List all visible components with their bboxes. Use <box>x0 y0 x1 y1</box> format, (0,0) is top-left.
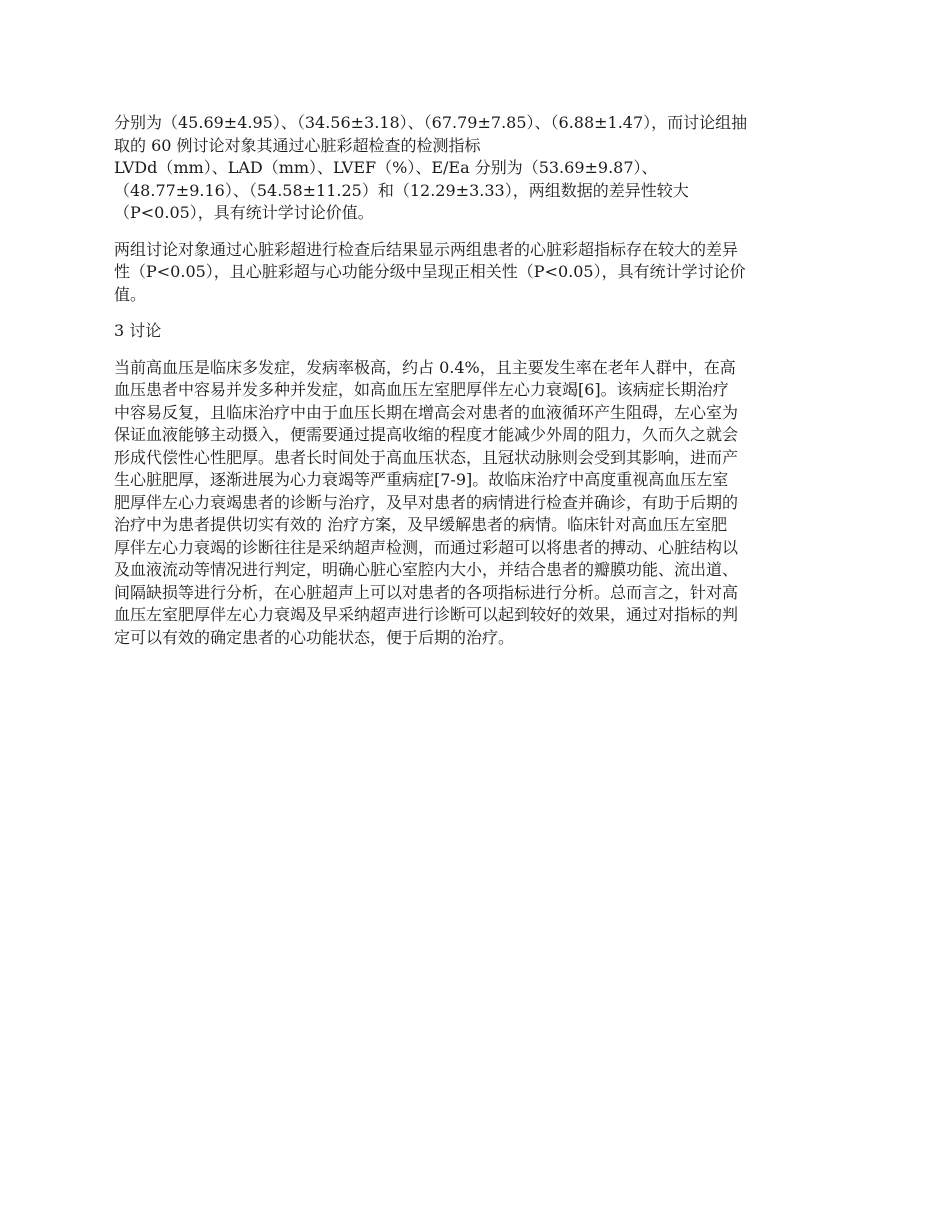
text-line: 及血液流动等情况进行判定，明确心脏心室腔内大小，并结合患者的瓣膜功能、流出道、 <box>114 560 739 579</box>
text-line: 保证血液能够主动摄入，便需要通过提高收缩的程度才能减少外周的阻力，久而久之就会 <box>114 425 739 444</box>
section-heading <box>114 320 842 343</box>
text-line: 定可以有效的确定患者的心功能状态，便于后期的治疗。 <box>114 627 515 647</box>
text-line: LVDd（mm）、LAD（mm）、LVEF（%）、E/Ea 分别为（53.69±9.87）、 <box>114 158 658 177</box>
results-paragraph <box>114 112 842 225</box>
text-line: 形成代偿性心性肥厚。患者长时间处于高血压状态，且冠状动脉则会受到其影响，进而产 <box>114 447 739 467</box>
text-line: （48.77±9.16）、（54.58±11.25）和（12.29±3.33），两组数据的差异性较大 <box>114 180 689 200</box>
text-line: 分别为（45.69±4.95）、（34.56±3.18）、（67.79±7.85）、（6.88±1.47），而讨论组抽 <box>114 113 748 132</box>
section-heading-text: 3 讨论 <box>114 321 162 340</box>
text-line: 值。 <box>114 284 147 304</box>
text-line: （P<0.05），具有统计学讨论价值。 <box>114 203 374 222</box>
text-line: 中容易反复，且临床治疗中由于血压长期在增高会对患者的血液循环产生阻碍，左心室为 <box>114 402 739 422</box>
document-page <box>114 112 842 649</box>
text-line: 取的 60 例讨论对象其通过心脏彩超检查的检测指标 <box>114 135 481 155</box>
text-line: 当前高血压是临床多发症，发病率极高，约占 0.4%，且主要发生率在老年人群中，在高 <box>114 357 736 377</box>
text-line: 间隔缺损等进行分析，在心脏超声上可以对患者的各项指标进行分析。总而言之，针对高 <box>114 582 739 602</box>
text-line: 性（P<0.05），且心脏彩超与心功能分级中呈现正相关性（P<0.05），具有统计学讨论价 <box>114 262 746 281</box>
text-line: 治疗中为患者提供切实有效的 治疗方案，及早缓解患者的病情。临床针对高血压左室肥 <box>114 515 728 534</box>
comparison-paragraph <box>114 239 842 307</box>
text-line: 血压患者中容易并发多种并发症，如高血压左室肥厚伴左心力衰竭[6]。该病症长期治疗 <box>114 380 729 399</box>
text-line: 肥厚伴左心力衰竭患者的诊断与治疗，及早对患者的病情进行检查并确诊，有助于后期的 <box>114 492 739 512</box>
text-line: 两组讨论对象通过心脏彩超进行检查后结果显示两组患者的心脏彩超指标存在较大的差异 <box>114 239 739 259</box>
text-line: 厚伴左心力衰竭的诊断往往是采纳超声检测，而通过彩超可以将患者的搏动、心脏结构以 <box>114 537 739 557</box>
text-line: 生心脏肥厚，逐渐进展为心力衰竭等严重病症[7-9]。故临床治疗中高度重视高血压左室 <box>114 470 729 489</box>
discussion-paragraph <box>114 357 842 650</box>
text-line: 血压左室肥厚伴左心力衰竭及早采纳超声进行诊断可以起到较好的效果，通过对指标的判 <box>114 605 739 624</box>
